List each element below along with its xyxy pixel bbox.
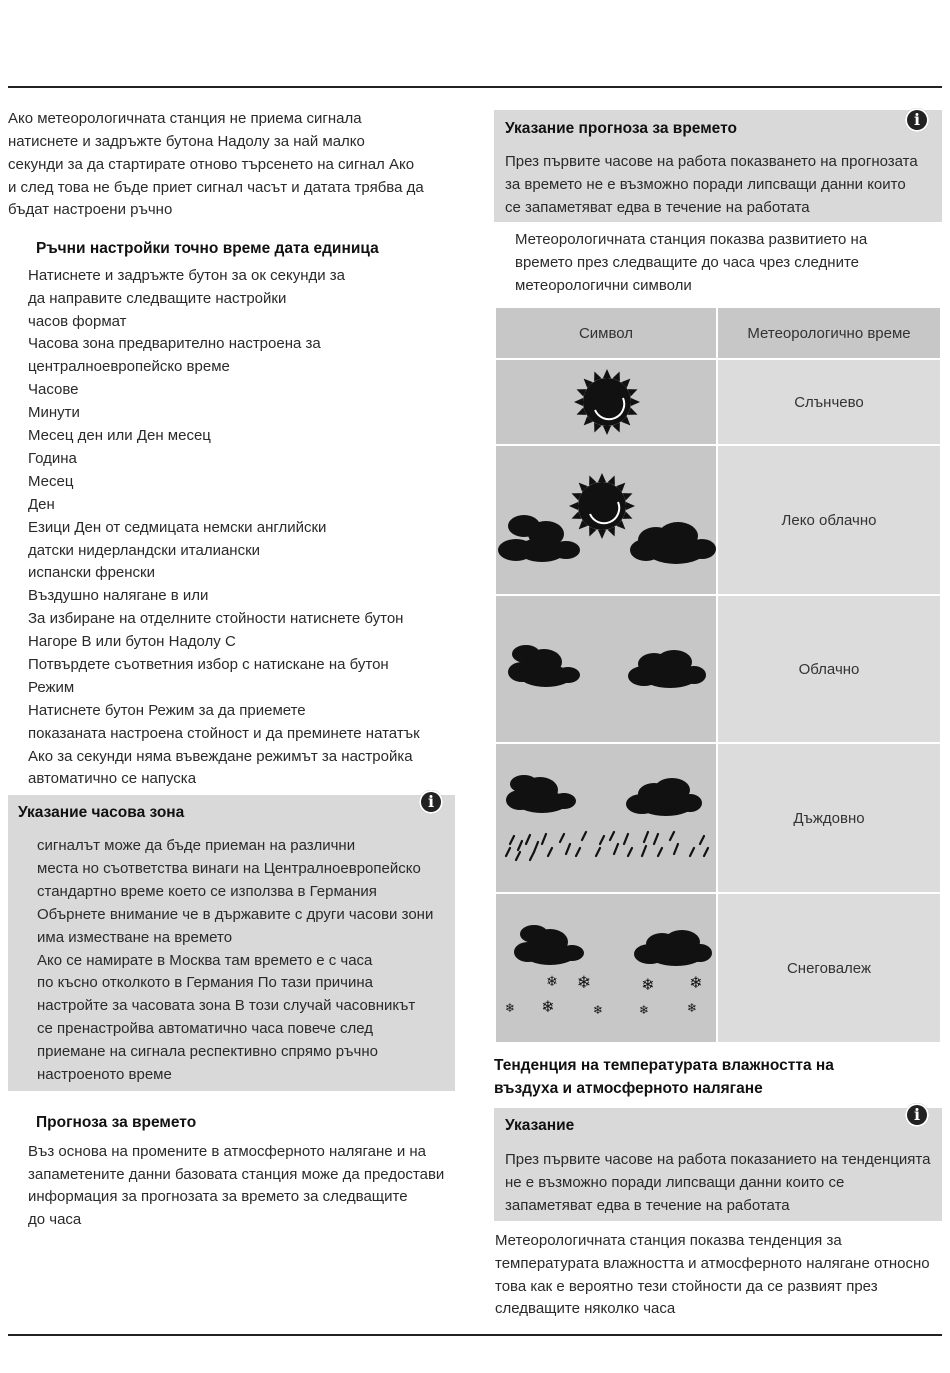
text-line: автоматично се напуска [28, 770, 197, 787]
top-rule [8, 86, 942, 88]
text-line: часов формат [28, 313, 127, 330]
text-line: датски нидерландски италиански [28, 542, 261, 559]
text-line: има изместване на времето [37, 929, 233, 946]
note-title: Указание [505, 1117, 575, 1134]
note-forecast [494, 110, 942, 222]
table-row [495, 893, 941, 1043]
weather-label: Леко облачно [717, 445, 941, 595]
text-line: до часа [28, 1211, 82, 1228]
forecast-heading: Прогноза за времето [36, 1114, 197, 1131]
text-line: следващите няколко часа [495, 1300, 676, 1317]
weather-label: Слънчево [717, 359, 941, 445]
svg-text:❄: ❄ [689, 973, 703, 992]
svg-text:❄: ❄ [641, 975, 655, 994]
text-line: Въздушно налягане в или [28, 587, 209, 604]
text-line: секунди за да стартирате отново търсенето на сигнал Ако [8, 156, 415, 173]
weather-label: Облачно [717, 595, 941, 743]
text-line: да направите следващите настройки [28, 290, 287, 307]
text-line: не е възможно поради липсващи данни които се [505, 1174, 845, 1191]
table-row [495, 595, 941, 743]
cloudy-icon [496, 596, 716, 742]
text-line: Месец ден или Ден месец [28, 427, 211, 444]
text-line: Метеорологичната станция показва развитието на [515, 231, 868, 248]
text-line: места но съответства винаги на Централноевропейско [37, 860, 421, 877]
text-line: това как е вероятно тези стойности да се развият през [495, 1278, 878, 1295]
svg-text:❄: ❄ [541, 997, 555, 1016]
sun-icon [496, 360, 716, 444]
text-line: Ден [28, 496, 55, 513]
text-line: Часова зона предварително настроена за [28, 335, 321, 352]
text-line: по късно отколкото в Германия По тази причина [37, 974, 373, 991]
text-line: Натиснете и задръжте бутон за ок секунди за [28, 267, 346, 284]
text-line: Метеорологичната станция показва тенденция за [495, 1232, 842, 1249]
text-line: Езици Ден от седмицата немски английски [28, 519, 327, 536]
text-line: запаметяват едва в течение на работата [505, 1197, 790, 1214]
manual-settings-heading: Ръчни настройки точно време дата единица [36, 240, 379, 257]
symbol-cell [495, 893, 717, 1043]
partly-cloudy-icon [496, 446, 716, 594]
svg-text:❄: ❄ [546, 974, 558, 990]
text-line: Потвърдете съответния избор с натискане на бутон [28, 656, 389, 673]
symbol-cell [495, 359, 717, 445]
svg-text:❄: ❄ [592, 1003, 604, 1017]
text-line: Обърнете внимание че в държавите с други часови зони [37, 906, 434, 923]
bottom-rule [8, 1334, 942, 1336]
table-header-row [495, 307, 941, 359]
column-header-symbol: Символ [495, 307, 717, 359]
text-line: Ако за секунди няма въвеждане режимът за настройка [28, 748, 413, 765]
text-line: настроеното време [37, 1066, 172, 1083]
text-line: се запаметяват едва в течение на работата [505, 199, 810, 216]
text-line: Ако се намирате в Москва там времето е с часа [37, 952, 373, 969]
rain-icon [496, 744, 716, 892]
text-line: испански френски [28, 564, 155, 581]
column-header-weather: Метеорологично време [717, 307, 941, 359]
weather-label: Снеговалеж [717, 893, 941, 1043]
symbol-cell [495, 445, 717, 595]
note-trend [494, 1105, 942, 1221]
info-icon: i [419, 790, 443, 814]
snow-icon [496, 894, 716, 1042]
text-line: настройте за часовата зона В този случай часовникът [37, 997, 416, 1014]
text-line: Часове [28, 381, 79, 398]
text-line: Натиснете бутон Режим за да приемете [28, 702, 306, 719]
text-line: централноевропейско време [28, 358, 230, 375]
text-line: и след това не бъде приет сигнал часът и датата трябва да [8, 179, 424, 196]
text-line: Минути [28, 404, 80, 421]
text-line: сигналът може да бъде приеман на различни [37, 837, 356, 854]
trend-heading-line1: Тенденция на температурата влажността на [494, 1057, 834, 1074]
text-line: бъдат настроени ръчно [8, 201, 173, 218]
weather-symbols-table [494, 306, 942, 1044]
text-line: времето през следващите до часа чрез следните [515, 254, 860, 271]
text-line: За избиране на отделните стойности натиснете бутон [28, 610, 404, 627]
text-line: натиснете и задръжте бутона Надолу за най малко [8, 133, 365, 150]
table-row [495, 359, 941, 445]
table-row [495, 445, 941, 595]
svg-text:❄: ❄ [504, 1001, 516, 1015]
text-line: стандартно време което се използва в Германия [37, 883, 377, 900]
text-line: температурата влажността и атмосферното налягане относно [495, 1255, 930, 1272]
text-line: Месец [28, 473, 74, 490]
note-title: Указание часова зона [18, 804, 185, 821]
weather-label: Дъждовно [717, 743, 941, 893]
svg-text:❄: ❄ [576, 973, 592, 993]
text-line: През първите часове на работа показанието на тенденцията [505, 1151, 931, 1168]
text-line: Въз основа на промените в атмосферното налягане и на [28, 1143, 426, 1160]
info-icon: i [905, 1103, 929, 1127]
note-title: Указание прогноза за времето [505, 120, 737, 137]
text-line: приемане на сигнала респективно спрямо ръчно [37, 1043, 378, 1060]
table-row [495, 743, 941, 893]
svg-text:❄: ❄ [638, 1003, 650, 1017]
info-icon: i [905, 108, 929, 132]
symbol-cell [495, 743, 717, 893]
text-line: запаметените данни базовата станция може да предостави [28, 1166, 445, 1183]
text-line: През първите часове на работа показването на прогнозата [505, 153, 918, 170]
text-line: Нагоре В или бутон Надолу С [28, 633, 236, 650]
text-line: метеорологични символи [515, 277, 692, 294]
text-line: показаната настроена стойност и да преминете нататък [28, 725, 420, 742]
text-line: Ако метеорологичната станция не приема сигнала [8, 110, 362, 127]
text-line: информация за прогнозата за времето за следващите [28, 1188, 408, 1205]
symbol-cell [495, 595, 717, 743]
text-line: Година [28, 450, 77, 467]
trend-heading-line2: въздуха и атмосферното налягане [494, 1080, 763, 1097]
svg-text:❄: ❄ [686, 1001, 698, 1015]
text-line: се пренастройва автоматично часа повече след [37, 1020, 374, 1037]
text-line: Режим [28, 679, 75, 696]
text-line: за времето не е възможно поради липсващи данни които [505, 176, 906, 193]
note-timezone [8, 792, 455, 1091]
